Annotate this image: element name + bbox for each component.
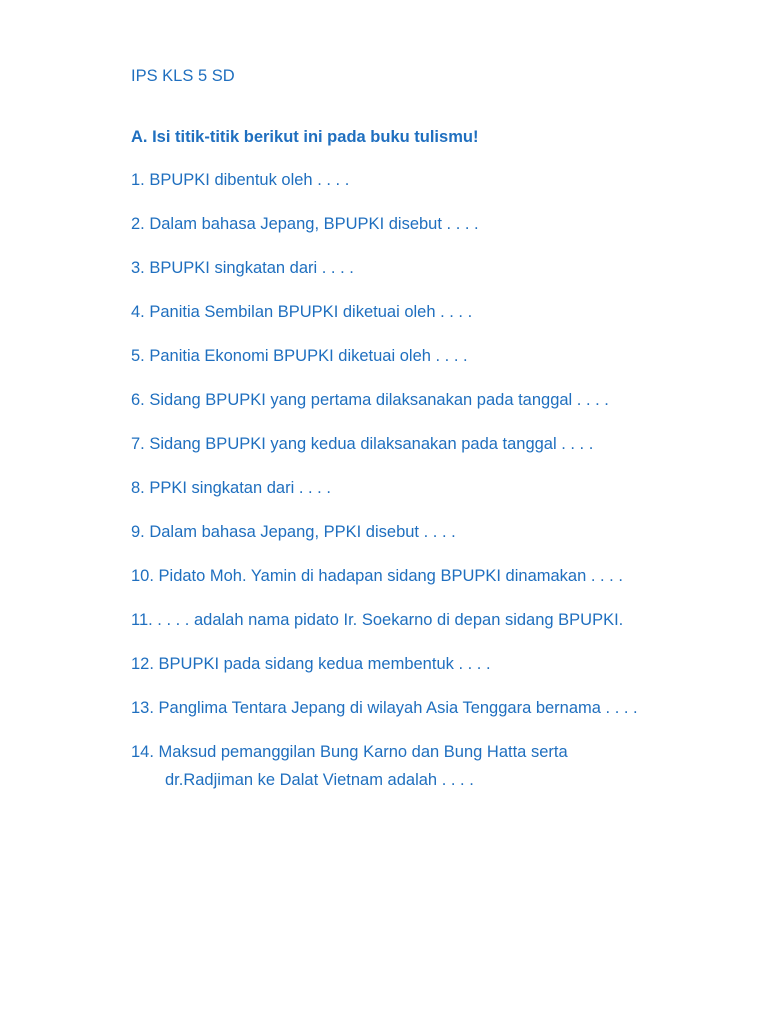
question-14: 14. Maksud pemanggilan Bung Karno dan Bung Hatta serta dr.Radjiman ke Dalat Vietnam adalah . . . . xyxy=(131,743,568,789)
question-13: 13. Panglima Tentara Jepang di wilayah Asia Tenggara bernama . . . . xyxy=(131,699,638,717)
question-7: 7. Sidang BPUPKI yang kedua dilaksanakan pada tanggal . . . . xyxy=(131,435,594,453)
question-1: 1. BPUPKI dibentuk oleh . . . . xyxy=(131,171,350,189)
question-10: 10. Pidato Moh. Yamin di hadapan sidang BPUPKI dinamakan . . . . xyxy=(131,567,623,585)
question-4: 4. Panitia Sembilan BPUPKI diketuai oleh . . . . xyxy=(131,303,473,321)
question-6: 6. Sidang BPUPKI yang pertama dilaksanakan pada tanggal . . . . xyxy=(131,391,609,409)
question-11: 11. . . . . adalah nama pidato Ir. Soekarno di depan sidang BPUPKI. xyxy=(131,611,624,629)
section-title: A. Isi titik-titik berikut ini pada buku tulismu! xyxy=(131,128,479,146)
document-content xyxy=(131,62,641,810)
question-9: 9. Dalam bahasa Jepang, PPKI disebut . . . . xyxy=(131,523,456,541)
question-5: 5. Panitia Ekonomi BPUPKI diketuai oleh . . . . xyxy=(131,347,468,365)
question-8: 8. PPKI singkatan dari . . . . xyxy=(131,479,331,497)
question-2: 2. Dalam bahasa Jepang, BPUPKI disebut . . . . xyxy=(131,215,479,233)
question-3: 3. BPUPKI singkatan dari . . . . xyxy=(131,259,354,277)
question-12: 12. BPUPKI pada sidang kedua membentuk . . . . xyxy=(131,655,491,673)
document-header: IPS KLS 5 SD xyxy=(131,67,235,85)
